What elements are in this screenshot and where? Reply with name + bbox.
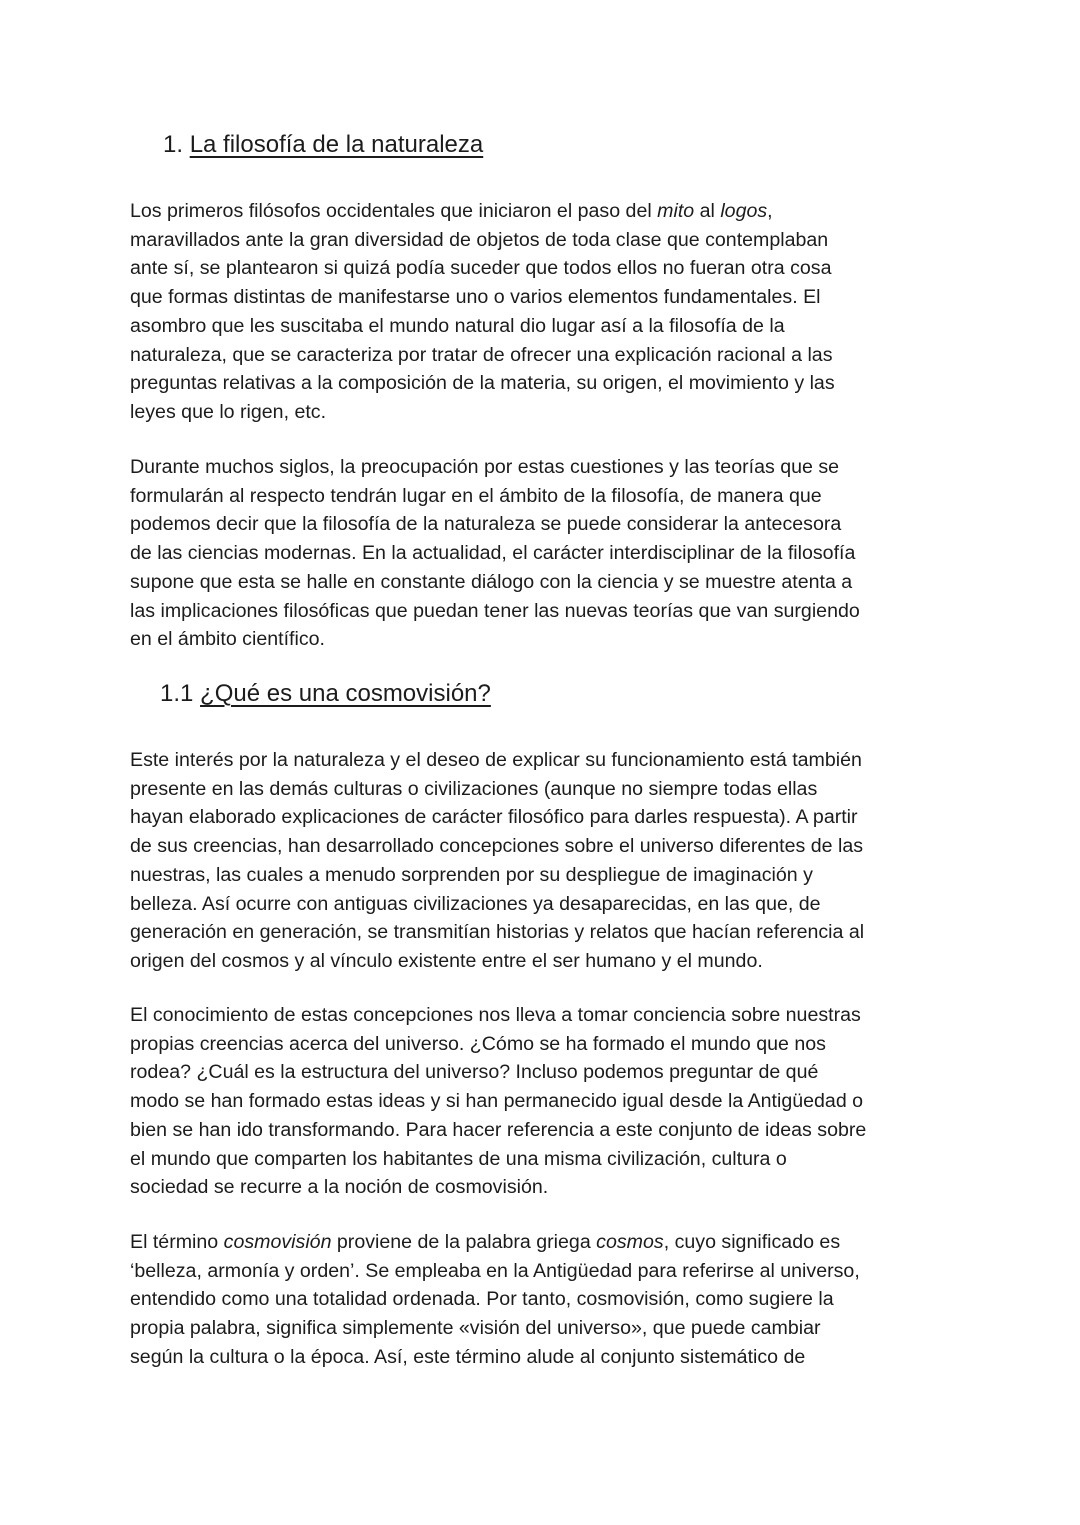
text-line — [130, 861, 960, 890]
text-segment: Este interés por la naturaleza y el deseo de explicar su funcionamiento está también — [130, 749, 862, 771]
text-segment: generación en generación, se transmitían historias y relatos que hacían referencia al — [130, 921, 865, 944]
text-line — [130, 918, 960, 947]
text-segment: supone que esta se halle en constante diálogo con la ciencia y se muestre atenta a — [130, 570, 853, 593]
text-line — [130, 254, 960, 283]
text-line — [130, 197, 960, 226]
text-line — [130, 453, 960, 482]
text-segment: maravillados ante la gran diversidad de objetos de toda clase que contemplaban — [130, 228, 829, 251]
text-line — [130, 1314, 960, 1343]
text-segment: sociedad se recurre a la noción de cosmovisión. — [130, 1176, 549, 1199]
text-segment: de sus creencias, han desarrollado concepciones sobre el universo diferentes de las — [130, 835, 864, 858]
text-line — [130, 890, 960, 919]
text-segment: las implicaciones filosóficas que puedan tener las nuevas teorías que van surgiendo — [130, 599, 860, 622]
text-segment: El conocimiento de estas concepciones nos lleva a tomar conciencia sobre nuestras — [130, 1004, 861, 1026]
section-number: 1.1 — [160, 680, 194, 707]
text-segment: al — [694, 200, 721, 222]
italic-term: cosmovisión — [223, 1231, 332, 1253]
text-segment: , cuyo significado es — [663, 1231, 841, 1253]
paragraph — [130, 746, 960, 976]
text-line — [130, 746, 960, 775]
text-segment: entendido como una totalidad ordenada. Por tanto, cosmovisión, como sugiere la — [130, 1288, 834, 1311]
text-segment: presente en las demás culturas o civilizaciones (aunque no siempre todas ellas — [130, 777, 818, 800]
text-segment: Los primeros filósofos occidentales que iniciaron el paso del — [130, 200, 658, 222]
text-line — [130, 1257, 960, 1286]
text-segment: preguntas relativas a la composición de la materia, su origen, el movimiento y las — [130, 372, 835, 395]
text-line — [130, 539, 960, 568]
text-segment: según la cultura o la época. Así, este término alude al conjunto sistemático de — [130, 1345, 806, 1368]
text-line — [130, 510, 960, 539]
paragraph — [130, 197, 960, 427]
text-segment: hayan elaborado explicaciones de carácter filosófico para darles respuesta). A partir — [130, 806, 858, 829]
text-line — [130, 1228, 960, 1257]
text-segment: el mundo que comparten los habitantes de una misma civilización, cultura o — [130, 1147, 787, 1170]
text-segment: podemos decir que la filosofía de la naturaleza se puede considerar la antecesora — [130, 513, 842, 536]
text-line — [130, 1087, 960, 1116]
text-segment: ‘belleza, armonía y orden’. Se empleaba en la Antigüedad para referirse al universo, — [130, 1259, 860, 1282]
section-title: ¿Qué es una cosmovisión? — [200, 680, 491, 707]
text-segment: rodea? ¿Cuál es la estructura del universo? Incluso podemos preguntar de qué — [130, 1061, 819, 1084]
text-line — [130, 398, 960, 427]
section-number: 1. — [163, 131, 184, 158]
text-line — [130, 226, 960, 255]
italic-term: logos — [720, 200, 768, 222]
text-segment: nuestras, las cuales a menudo sorprenden por su despliegue de imaginación y — [130, 863, 813, 886]
text-line — [130, 775, 960, 804]
text-segment: belleza. Así ocurre con antiguas civilizaciones ya desaparecidas, en las que, de — [130, 892, 821, 915]
text-segment: , — [767, 200, 773, 222]
text-segment: modo se han formado estas ideas y si han permanecido igual desde la Antigüedad o — [130, 1090, 864, 1113]
text-segment: propia palabra, significa simplemente «visión del universo», que puede cambiar — [130, 1317, 821, 1340]
text-segment: de las ciencias modernas. En la actualidad, el carácter interdisciplinar de la filosofía — [130, 542, 856, 565]
italic-term: cosmos — [596, 1231, 664, 1253]
text-line — [130, 1285, 960, 1314]
text-segment: El término — [130, 1231, 224, 1253]
text-segment: bien se han ido transformando. Para hacer referencia a este conjunto de ideas sobre — [130, 1118, 867, 1141]
text-segment: Durante muchos siglos, la preocupación por estas cuestiones y las teorías que se — [130, 456, 840, 478]
text-segment: formularán al respecto tendrán lugar en el ámbito de la filosofía, de manera que — [130, 484, 822, 507]
section-heading-1 — [163, 130, 483, 160]
text-line — [130, 568, 960, 597]
text-line — [130, 947, 960, 976]
paragraph — [130, 1228, 960, 1372]
section-heading-1-1 — [160, 679, 491, 709]
text-segment: origen del cosmos y al vínculo existente entre el ser humano y el mundo. — [130, 949, 763, 972]
text-line — [130, 1058, 960, 1087]
paragraph — [130, 1001, 960, 1202]
text-line — [130, 482, 960, 511]
paragraph — [130, 453, 960, 654]
text-line — [130, 1030, 960, 1059]
text-line — [130, 283, 960, 312]
text-segment: propias creencias acerca del universo. ¿Cómo se ha formado el mundo que nos — [130, 1032, 826, 1055]
text-line — [130, 1001, 960, 1030]
text-segment: proviene de la palabra griega — [331, 1231, 597, 1253]
text-segment: naturaleza, que se caracteriza por tratar de ofrecer una explicación racional a las — [130, 343, 833, 366]
text-line — [130, 312, 960, 341]
text-line — [130, 832, 960, 861]
text-segment: leyes que lo rigen, etc. — [130, 400, 327, 423]
text-segment: en el ámbito científico. — [130, 628, 325, 651]
text-line — [130, 369, 960, 398]
text-segment: asombro que les suscitaba el mundo natural dio lugar así a la filosofía de la — [130, 314, 785, 337]
text-segment: ante sí, se plantearon si quizá podía suceder que todos ellos no fueran otra cosa — [130, 257, 832, 280]
text-line — [130, 1343, 960, 1372]
text-line — [130, 1145, 960, 1174]
text-line — [130, 1173, 960, 1202]
text-segment: que formas distintas de manifestarse uno o varios elementos fundamentales. El — [130, 286, 821, 309]
text-line — [130, 803, 960, 832]
italic-term: mito — [657, 200, 695, 222]
text-line — [130, 597, 960, 626]
text-line — [130, 1116, 960, 1145]
text-line — [130, 625, 960, 654]
section-title: La filosofía de la naturaleza — [189, 131, 484, 158]
text-line — [130, 341, 960, 370]
